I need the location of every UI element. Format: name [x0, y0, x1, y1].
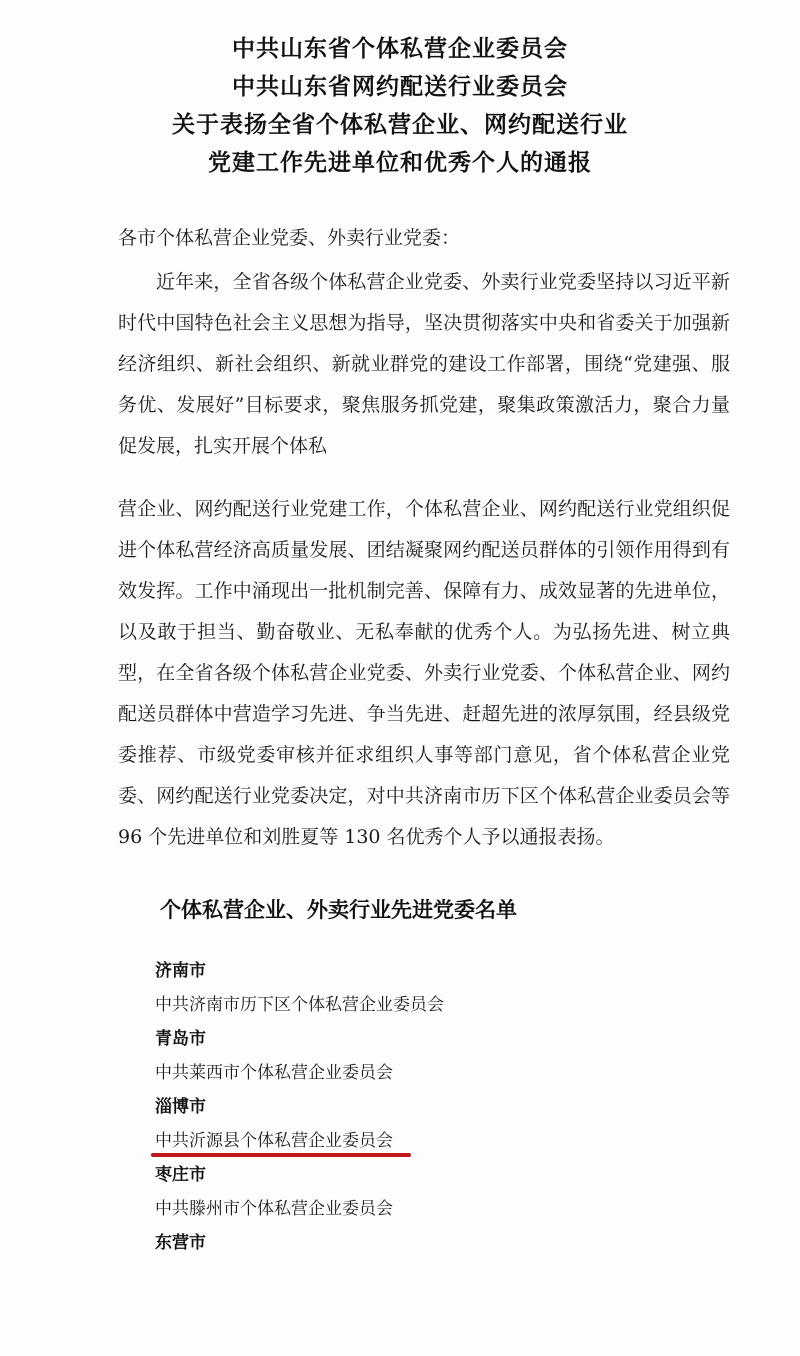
list-item [155, 1192, 730, 1226]
section-heading: 个体私营企业、外卖行业先进党委名单 [160, 897, 517, 922]
title-line-4: 党建工作先进单位和优秀个人的通报 [208, 149, 592, 176]
list-org-label-highlighted: 中共沂源县个体私营企业委员会 [155, 1124, 393, 1158]
paragraph-2: 营企业、网约配送行业党建工作，个体私营企业、网约配送行业党组织促进个体私营经济高质量发展、团结凝聚网约配送员群体的引领作用得到有效发挥。工作中涌现出一批机制完善、保障有力、成效显著的先进单位，以及敢于担当、勤奋敬业、无私奉献的优秀个人。为弘扬先进、树立典型，在全省各级个体私营企业党委、外卖行业党委、个体私营企业、网约配送员群体中营造学习先进、争当先进、赶超先进的浓厚氛围，经县级党委推荐、市级党委审核并征求组织人事等部门意见，省个体私营企业党委、网约配送行业党委决定，对中共济南市历下区个体私营企业委员会等 96 个先进单位和刘胜夏等 130 名优秀个人予以通报表扬。 [118, 498, 730, 848]
list-item [155, 1056, 730, 1090]
document-title [0, 0, 800, 182]
advanced-party-committee-list [0, 954, 800, 1260]
list-city-label: 枣庄市 [155, 1165, 206, 1185]
title-line-2: 中共山东省网约配送行业委员会 [232, 73, 568, 100]
list-org-label: 中共滕州市个体私营企业委员会 [155, 1199, 393, 1219]
title-line-1: 中共山东省个体私营企业委员会 [232, 35, 568, 62]
list-city-label: 青岛市 [155, 1029, 206, 1049]
paragraph-1: 近年来，全省各级个体私营企业党委、外卖行业党委坚持以习近平新时代中国特色社会主义思想为指导，坚决贯彻落实中央和省委关于加强新经济组织、新社会组织、新就业群党的建设工作部署，围绕“党建强、服务优、发展好”目标要求，聚焦服务抓党建，聚集政策激活力，聚合力量促发展，扎实开展个体私 [118, 271, 730, 457]
list-item [155, 988, 730, 1022]
list-item [155, 1124, 730, 1158]
list-city-label: 淄博市 [155, 1097, 206, 1117]
list-org-label: 中共济南市历下区个体私营企业委员会 [155, 995, 444, 1015]
title-line-3: 关于表扬全省个体私营企业、网约配送行业 [172, 111, 628, 138]
list-org-label: 中共莱西市个体私营企业委员会 [155, 1063, 393, 1083]
list-city-label: 济南市 [155, 961, 206, 981]
salutation: 各市个体私营企业党委、外卖行业党委： [118, 227, 461, 249]
list-city-label: 东营市 [155, 1233, 206, 1253]
